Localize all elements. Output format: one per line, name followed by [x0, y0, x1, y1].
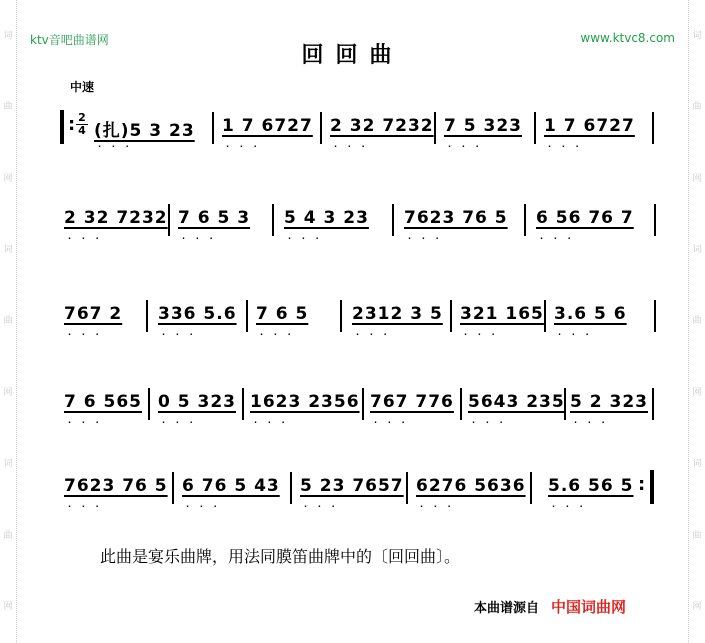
score-title: 回回曲 [301, 43, 404, 68]
measure: 5643 235 · · · [468, 392, 565, 412]
barline [460, 388, 462, 420]
barline [652, 388, 654, 420]
measure: 7623 76 5 · · · [404, 208, 508, 228]
staff-row-2 [60, 200, 660, 240]
staff-row-1 [60, 108, 660, 148]
measure: 7 6 5 3 · · · [178, 208, 250, 228]
measure: 2312 3 5 · · · [352, 304, 443, 324]
barline [406, 472, 408, 504]
watermark-char: 网 [692, 173, 702, 184]
measure: 7 5 323 · · · [444, 116, 522, 136]
measure: 7623 76 5 · · · [64, 476, 168, 496]
watermark-char: 曲 [3, 102, 13, 113]
measure: 6276 5636 · · · [416, 476, 526, 496]
measure: 1 7 6727 · · · [222, 116, 313, 136]
watermark-char: 网 [3, 602, 13, 613]
watermark-char: 词 [692, 459, 702, 470]
barline [340, 300, 342, 332]
time-signature-top: 2 [76, 112, 88, 125]
source-credit [474, 596, 626, 617]
measure: 5.6 56 5 · · · [548, 476, 633, 496]
measure: 7 6 5 · · · [256, 304, 308, 324]
measure: 1 7 6727 · · · [544, 116, 635, 136]
watermark-char: 词 [3, 245, 13, 256]
measure: 2 32 7232 · · · [64, 208, 168, 228]
measure: 3.6 5 6 · · · [554, 304, 627, 324]
barline [320, 112, 322, 144]
barline [564, 388, 566, 420]
measure: 0 5 323 · · · [158, 392, 236, 412]
watermark-char: 词 [692, 30, 702, 41]
watermark-char: 网 [3, 173, 13, 184]
barline [272, 204, 274, 236]
footnote: 此曲是宴乐曲牌，用法同膜笛曲牌中的〔回回曲〕。 [100, 547, 461, 566]
barline [168, 204, 170, 236]
site-url-right[interactable]: www.ktvc8.com [580, 31, 675, 45]
barline [242, 388, 244, 420]
measure: (扎)5 3 23 · · · [94, 116, 195, 141]
measure: 336 5.6 · · · [158, 304, 237, 324]
watermark-char: 词 [692, 245, 702, 256]
barline [654, 300, 656, 332]
barline [392, 204, 394, 236]
barline [654, 204, 656, 236]
barline [148, 388, 150, 420]
barline [450, 300, 452, 332]
barline [652, 112, 654, 144]
source-brand-link[interactable]: 中国词曲网 [551, 598, 627, 616]
watermark-char: 曲 [692, 530, 702, 541]
watermark-char: 曲 [3, 316, 13, 327]
site-name-left[interactable]: ktv音吧曲谱网 [30, 33, 109, 47]
left-watermark-column [0, 0, 17, 643]
measure: 321 165 · · · [460, 304, 544, 324]
watermark-char: 网 [3, 387, 13, 398]
barline [212, 112, 214, 144]
barline [524, 204, 526, 236]
barline [362, 388, 364, 420]
time-signature [76, 112, 88, 137]
barline [434, 112, 436, 144]
watermark-char: 曲 [692, 102, 702, 113]
time-signature-bottom: 4 [78, 124, 86, 137]
barline [530, 472, 532, 504]
staff-row-3 [60, 296, 660, 336]
barline [544, 300, 546, 332]
measure: 6 76 5 43 · · · [182, 476, 280, 496]
watermark-char: 曲 [692, 316, 702, 327]
watermark-char: 网 [692, 387, 702, 398]
repeat-start-barline [60, 110, 74, 144]
right-watermark-column [688, 0, 705, 643]
watermark-char: 网 [692, 602, 702, 613]
measure: 1623 2356 · · · [250, 392, 360, 412]
barline [172, 472, 174, 504]
measure: 767 2 · · · [64, 304, 122, 324]
watermark-char: 词 [3, 30, 13, 41]
staff-row-5 [60, 468, 660, 508]
staff-row-4 [60, 384, 660, 424]
barline [146, 300, 148, 332]
barline [246, 300, 248, 332]
source-label: 本曲谱源自 [474, 601, 540, 616]
measure: 6 56 76 7 · · · [536, 208, 634, 228]
watermark-char: 词 [3, 459, 13, 470]
tempo-marking: 中速 [70, 80, 95, 94]
measure: 767 776 · · · [370, 392, 454, 412]
measure: 7 6 565 · · · [64, 392, 142, 412]
measure: 5 2 323 · · · [570, 392, 648, 412]
measure: 5 4 3 23 · · · [284, 208, 369, 228]
repeat-end-barline [640, 470, 654, 504]
measure: 2 32 7232 · · · [330, 116, 434, 136]
barline [290, 472, 292, 504]
watermark-char: 曲 [3, 530, 13, 541]
barline [534, 112, 536, 144]
measure: 5 23 7657 · · · [300, 476, 404, 496]
